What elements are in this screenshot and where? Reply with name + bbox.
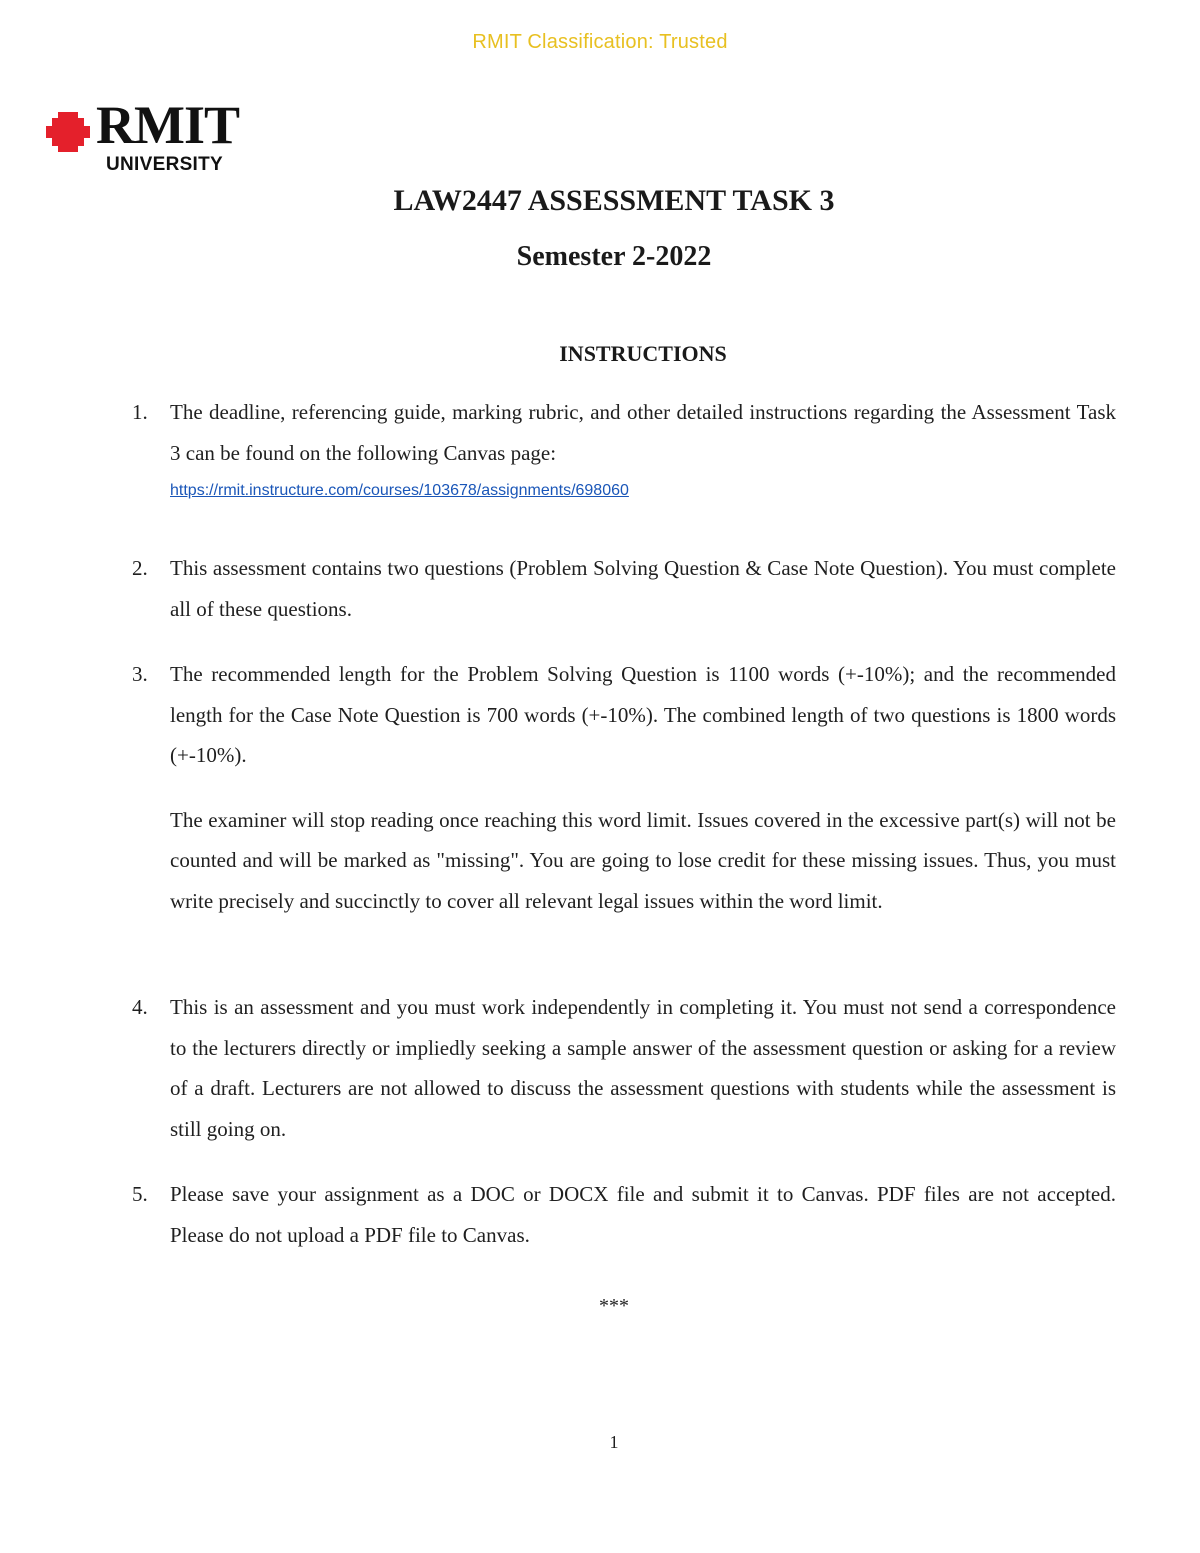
section-separator: *** (599, 1295, 629, 1317)
item-number: 5. (132, 1182, 148, 1206)
item-number: 2. (132, 556, 148, 580)
rmit-logo (44, 95, 254, 176)
logo-subtext: UNIVERSITY (106, 154, 224, 175)
item-text-word-limit: The examiner will stop reading once reaching this word limit. Issues covered in the excessive part(s) will not be counted and will be marked as "missing". You are going to lose credit for these missing issues. Thus, you must write precisely and succinctly to cover all relevant legal issues within the word limit. (170, 807, 1116, 913)
canvas-assignment-link[interactable]: https://rmit.instructure.com/courses/103678/assignments/698060 (170, 482, 629, 499)
rmit-pixel-icon (44, 112, 96, 152)
document-title: LAW2447 ASSESSMENT TASK 3 (393, 184, 835, 217)
instruction-item-3 (132, 654, 1116, 921)
instructions-heading: INSTRUCTIONS (559, 341, 727, 366)
item-text: This assessment contains two questions (Problem Solving Question & Case Note Question). You must complete all of these questions. (170, 556, 1116, 621)
item-text: The deadline, referencing guide, marking rubric, and other detailed instructions regarding the Assessment Task 3 can be found on the following Canvas page: (170, 400, 1116, 465)
instruction-item-2 (132, 548, 1116, 629)
document-subtitle: Semester 2-2022 (516, 241, 712, 272)
instruction-item-1 (132, 392, 1116, 509)
item-text: This is an assessment and you must work independently in completing it. You must not send a correspondence to the lecturers directly or impliedly seeking a sample answer of the assessment question or asking for a review of a draft. Lecturers are not allowed to discuss the assessment questions with students while the assessment is still going on. (170, 995, 1116, 1141)
instruction-item-5 (132, 1174, 1116, 1255)
item-number: 3. (132, 662, 148, 686)
item-number: 1. (132, 400, 148, 424)
instruction-item-4 (132, 987, 1116, 1149)
item-number: 4. (132, 995, 148, 1019)
item-text: The recommended length for the Problem Solving Question is 1100 words (+-10%); and the recommended length for the Case Note Question is 700 words (+-10%). The combined length of two questions is 1800 words (+-10%). (170, 662, 1116, 767)
logo-wordmark: RMIT (96, 95, 239, 155)
classification-label: RMIT Classification: Trusted (472, 31, 728, 53)
item-text: Please save your assignment as a DOC or DOCX file and submit it to Canvas. PDF files are not accepted. Please do not upload a PDF file to Canvas. (170, 1182, 1116, 1247)
page-number: 1 (609, 1432, 619, 1452)
